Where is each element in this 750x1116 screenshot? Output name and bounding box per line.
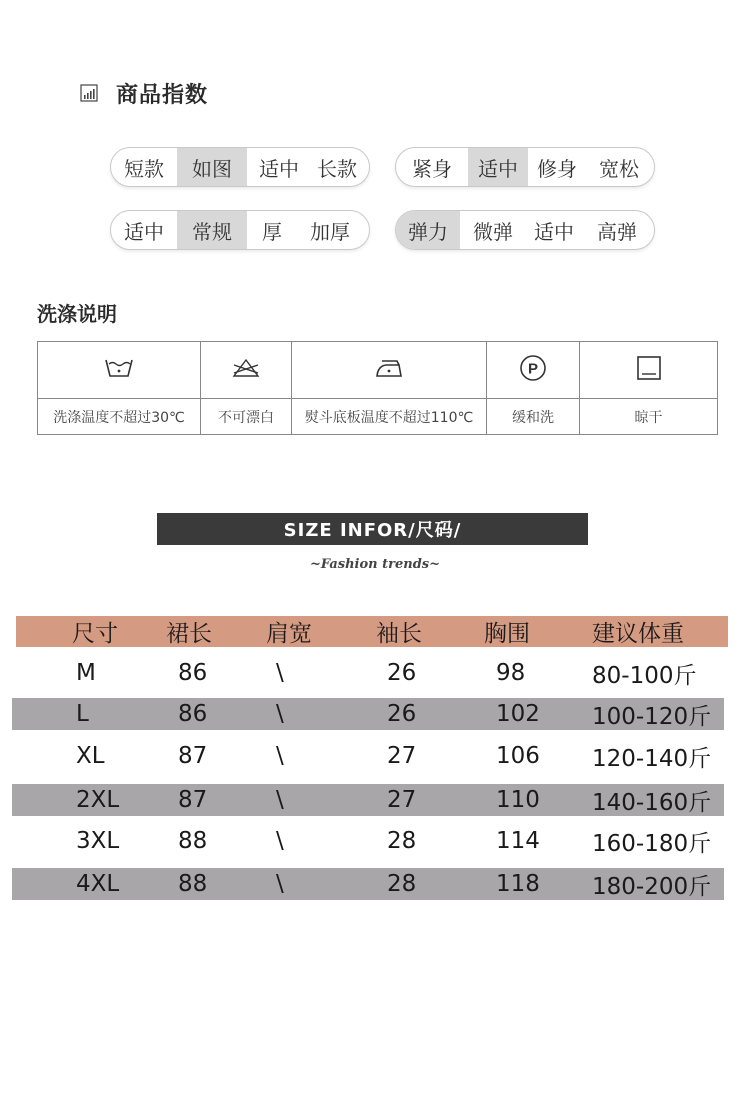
dry-square-icon xyxy=(636,355,662,381)
size-cell: 120-140斤 xyxy=(592,745,712,772)
size-cell: 118 xyxy=(496,871,540,897)
size-table-row xyxy=(12,740,724,772)
size-cell: 100-120斤 xyxy=(592,703,712,730)
size-table-row xyxy=(12,784,724,816)
wash-label: 不可漂白 xyxy=(201,399,292,435)
size-cell: 4XL xyxy=(76,871,120,897)
pill-option: 长款 xyxy=(317,156,357,181)
size-cell: \ xyxy=(276,828,284,854)
size-subtitle: ~Fashion trends~ xyxy=(309,557,441,572)
size-cell: 26 xyxy=(387,660,417,686)
size-cell: \ xyxy=(276,743,284,769)
size-table-row xyxy=(12,868,724,900)
size-cell: 88 xyxy=(178,828,208,854)
size-cell: 88 xyxy=(178,871,208,897)
wash-instructions-table xyxy=(37,341,718,435)
length-index-pill xyxy=(110,147,370,187)
pill-option-selected: 常规 xyxy=(177,211,247,249)
pill-option-selected: 如图 xyxy=(177,148,247,186)
size-cell: 110 xyxy=(496,787,540,813)
elasticity-index-pill xyxy=(395,210,655,250)
fit-index-pill xyxy=(395,147,655,187)
pill-option: 紧身 xyxy=(412,156,452,181)
wash-label: 晾干 xyxy=(580,399,718,435)
svg-text:P: P xyxy=(527,360,539,378)
pill-option: 适中 xyxy=(259,156,299,181)
size-header-cell: 胸围 xyxy=(484,621,530,647)
pill-option: 厚 xyxy=(262,219,282,244)
size-cell: \ xyxy=(276,701,284,727)
size-cell: 98 xyxy=(496,660,526,686)
size-header-cell: 建议体重 xyxy=(592,621,684,647)
size-table-row xyxy=(12,825,724,857)
pill-option: 适中 xyxy=(124,219,164,244)
size-cell: XL xyxy=(76,743,105,769)
size-cell: 86 xyxy=(178,660,208,686)
size-table-row xyxy=(12,657,724,689)
wash-label: 洗涤温度不超过30℃ xyxy=(38,399,201,435)
wash-label: 熨斗底板温度不超过110℃ xyxy=(292,399,487,435)
no-bleach-icon xyxy=(231,357,261,379)
pill-option: 微弹 xyxy=(473,219,513,244)
page-title: 商品指数 xyxy=(116,83,209,108)
size-cell: 114 xyxy=(496,828,540,854)
pill-option: 适中 xyxy=(534,219,574,244)
bar-chart-icon xyxy=(80,84,98,102)
size-cell: 160-180斤 xyxy=(592,830,712,857)
size-cell: 87 xyxy=(178,787,208,813)
wash-label: 缓和洗 xyxy=(487,399,580,435)
size-cell: 180-200斤 xyxy=(592,873,712,900)
size-cell: L xyxy=(76,701,89,727)
size-table-header xyxy=(16,616,728,647)
size-cell: \ xyxy=(276,871,284,897)
size-cell: 3XL xyxy=(76,828,120,854)
size-header-cell: 裙长 xyxy=(166,621,212,647)
pill-option-selected: 适中 xyxy=(468,148,528,186)
size-cell: 2XL xyxy=(76,787,120,813)
size-header-cell: 袖长 xyxy=(376,621,422,647)
size-cell: 140-160斤 xyxy=(592,789,712,816)
size-cell: 26 xyxy=(387,701,417,727)
size-cell: 28 xyxy=(387,871,417,897)
pill-option: 修身 xyxy=(537,156,577,181)
size-header-cell: 尺寸 xyxy=(72,621,118,647)
size-cell: \ xyxy=(276,660,284,686)
wash-tub-icon xyxy=(104,357,134,379)
size-banner: SIZE INFOR/尺码/ xyxy=(157,513,588,545)
size-cell: 86 xyxy=(178,701,208,727)
wash-section-title: 洗涤说明 xyxy=(37,302,117,326)
thickness-index-pill xyxy=(110,210,370,250)
dry-clean-p-icon xyxy=(518,353,548,383)
pill-option: 宽松 xyxy=(599,156,639,181)
size-header-cell: 肩宽 xyxy=(266,621,312,647)
size-cell: \ xyxy=(276,787,284,813)
pill-option: 短款 xyxy=(124,156,164,181)
pill-option-selected: 弹力 xyxy=(396,211,460,249)
size-cell: 27 xyxy=(387,787,417,813)
size-cell: 87 xyxy=(178,743,208,769)
pill-option: 高弹 xyxy=(597,219,637,244)
size-cell: 80-100斤 xyxy=(592,662,697,689)
size-cell: 102 xyxy=(496,701,540,727)
iron-icon xyxy=(373,357,405,379)
size-table-row xyxy=(12,698,724,730)
size-cell: 27 xyxy=(387,743,417,769)
size-cell: 106 xyxy=(496,743,540,769)
pill-option: 加厚 xyxy=(310,219,350,244)
size-cell: 28 xyxy=(387,828,417,854)
size-cell: M xyxy=(76,660,96,686)
